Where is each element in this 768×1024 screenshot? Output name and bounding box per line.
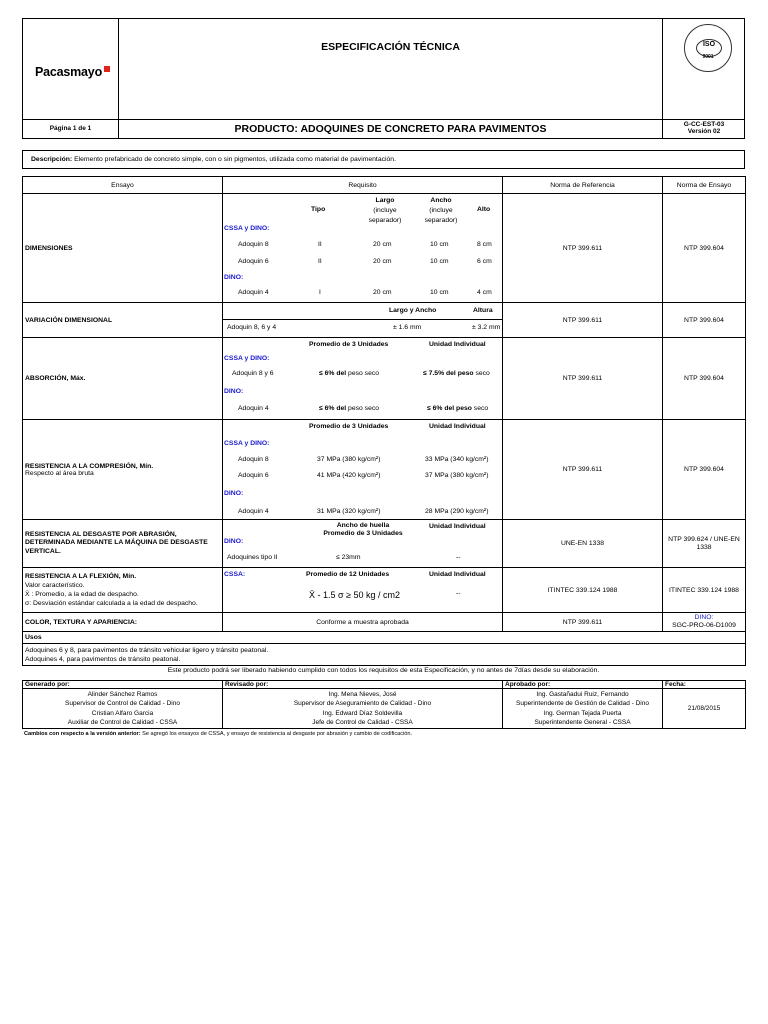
table-row [23, 568, 746, 613]
item-name: Adoquin 8 [238, 241, 269, 248]
company-logo: Pacasmayo [35, 65, 110, 79]
item-ancho: 10 cm [430, 289, 449, 296]
norma-ensayo: NTP 399.604 [663, 303, 746, 338]
col-largo-title: Largo [375, 197, 395, 204]
col-ancho-sub: separador) [424, 217, 458, 224]
signer-role: Supervisor de Aseguramiento de Calidad - Dino [293, 700, 432, 707]
group-label: DINO: [224, 490, 244, 497]
signer-name: Ing. Gastañadui Ruiz, Fernando [536, 690, 629, 698]
item-ancho: 10 cm [430, 258, 449, 265]
aprobado-label: Aprobado por: [503, 681, 663, 689]
norma-ensayo: NTP 399.604 [663, 194, 746, 303]
item-name: Adoquines tipo II [227, 554, 278, 561]
col-title: Ancho de huella [336, 522, 390, 529]
usos-line: Adoquines 6 y 8, para pavimentos de tránsito vehicular ligero y tránsito peatonal. [25, 646, 269, 654]
release-note: Este producto podrá ser liberado habiendo cumplido con todos los requisitos de esta Especificación, y no antes de 7días desde su elaboración. [167, 667, 600, 674]
col-ancho-huella [293, 522, 433, 538]
col-promedio: Promedio de 3 Unidades [309, 423, 389, 430]
signer-name: Ing. Mena Nieves, José [328, 690, 397, 698]
norma-ensayo: NTP 399.604 [663, 420, 746, 520]
generado-names [23, 689, 223, 729]
item-value: 41 MPa (420 kg/cm²) [317, 472, 381, 479]
signer-role: Auxiliar de Control de Calidad - CSSA [67, 719, 178, 726]
item-alto: 4 cm [477, 289, 492, 296]
value-bold: ≤ 6% del peso [427, 405, 472, 412]
revisado-label: Revisado por: [223, 681, 503, 689]
value-rest: peso seco [346, 370, 380, 377]
norma-referencia: NTP 399.611 [503, 613, 663, 632]
requisito-absorcion [223, 338, 503, 420]
norma-ensayo: NTP 399.624 / UNE-EN 1338 [663, 520, 746, 568]
signature-table [22, 680, 746, 729]
header-ensayo: Ensayo [23, 177, 223, 194]
col-largo-sub: (incluye [373, 207, 397, 214]
table-row [23, 194, 746, 303]
signer-role: Supervisor de Control de Calidad - Dino [65, 700, 180, 707]
item-value: -- [456, 554, 461, 561]
item-value: ≤ 23mm [336, 554, 361, 561]
col-ancho-sub: (incluye [429, 207, 453, 214]
signer-name: Ing. Edward Díaz Soldevilla [322, 709, 403, 717]
item-value: 28 MPa (290 kg/cm²) [425, 508, 489, 515]
requirements-table [22, 176, 746, 666]
item-name: Adoquin 6 [238, 258, 269, 265]
table-row [23, 303, 746, 338]
col-promedio: Promedio de 3 Unidades [309, 341, 389, 348]
ensayo-variacion: VARIACIÓN DIMENSIONAL [23, 303, 223, 338]
document-code [663, 121, 745, 135]
ensayo-color: COLOR, TEXTURA Y APARIENCIA: [23, 613, 223, 632]
item-largo: 20 cm [373, 289, 392, 296]
page-number: Página 1 de 1 [49, 125, 92, 132]
group-label: DINO: [224, 274, 244, 281]
item-value [427, 405, 488, 412]
col-promedio: Promedio de 12 Unidades [306, 571, 390, 578]
item-tipo: II [318, 258, 322, 265]
requisito-flexion [223, 568, 503, 613]
col-individual: Unidad Individual [429, 341, 486, 348]
col-individual: Unidad Individual [429, 523, 486, 530]
signer-name: Ing. German Tejada Puerta [543, 709, 622, 717]
value-bold: ≤ 7.5% del peso [423, 370, 474, 377]
group-label: CSSA y DINO: [224, 355, 270, 362]
col-largo [361, 196, 409, 226]
requisito-color: Conforme a muestra aprobada [223, 613, 503, 632]
ensayo-desgaste: RESISTENCIA AL DESGASTE POR ABRASIÓN, DETERMINADA MEDIANTE LA MÁQUINA DE DESGASTE VERTICAL. [23, 520, 223, 568]
iso-label: ISO [696, 39, 722, 57]
ensayo-absorcion: ABSORCIÓN, Máx. [23, 338, 223, 420]
header-divider [118, 19, 119, 138]
revisado-names [223, 689, 503, 729]
requisito-desgaste [223, 520, 503, 568]
table-row [23, 420, 746, 520]
table-row [23, 520, 746, 568]
item-value [423, 370, 490, 377]
header-norma-ensayo: Norma de Ensayo [663, 177, 746, 194]
usos-text [23, 644, 746, 666]
item-tipo: I [319, 289, 321, 296]
ensayo-subtitle: Respecto al área bruta [25, 469, 94, 477]
product-title: PRODUCTO: ADOQUINES DE CONCRETO PARA PAVIMENTOS [234, 123, 547, 135]
version-text: Versión 02 [687, 128, 721, 135]
item-largo: 20 cm [373, 258, 392, 265]
generado-label: Generado por: [23, 681, 223, 689]
value-bold: ≤ 6% del [319, 370, 347, 377]
item-value [319, 370, 379, 377]
norma-code: SGC-PRO-06-D1009 [672, 622, 736, 629]
item-value: -- [456, 590, 461, 597]
item-name: Adoquin 8 [238, 456, 269, 463]
value-bold: ≤ 6% del [319, 405, 347, 412]
usos-label: Usos [23, 632, 746, 644]
norma-referencia: NTP 399.611 [503, 420, 663, 520]
fecha-label: Fecha: [663, 681, 746, 689]
item-value: 37 MPa (380 kg/cm²) [317, 456, 381, 463]
table-row [23, 644, 746, 666]
norma-referencia: NTP 399.611 [503, 338, 663, 420]
signer-role: Superintendente de Gestión de Calidad - Dino [516, 700, 649, 707]
ensayo-flexion [23, 568, 223, 613]
col-alto: Alto [477, 206, 491, 213]
item-name: Adoquin 6 [238, 472, 269, 479]
value-rest: seco [473, 370, 490, 377]
signer-name: Alinder Sánchez Ramos [87, 690, 158, 698]
changes-label: Cambios con respecto a la versión anterior: [24, 731, 141, 737]
table-row [23, 338, 746, 420]
changes-note [24, 731, 412, 737]
item-value: 31 MPa (320 kg/cm²) [317, 508, 381, 515]
description-box [22, 150, 745, 169]
table-row [23, 632, 746, 644]
col-ancho-title: Ancho [430, 197, 452, 204]
col-ancho [417, 196, 465, 226]
col-altura: Altura [473, 307, 493, 314]
signer-role: Jefe de Control de Calidad - CSSA [312, 719, 413, 726]
item-value: 37 MPa (380 kg/cm²) [425, 472, 489, 479]
requisito-dimensiones [223, 194, 503, 303]
item-alto: 6 cm [477, 258, 492, 265]
requisito-compresion [223, 420, 503, 520]
norma-referencia: ITINTEC 339.124 1988 [503, 568, 663, 613]
item-ancho: 10 cm [430, 241, 449, 248]
col-title: Promedio de 3 Unidades [323, 530, 403, 537]
group-label: CSSA y DINO: [224, 225, 270, 232]
description-label: Descripción: [31, 156, 73, 163]
item-value: ± 3.2 mm [472, 324, 501, 331]
ensayo-subtitle: X̄ : Promedio, a la edad de despacho. [25, 591, 139, 598]
norma-referencia: UNE-EN 1338 [503, 520, 663, 568]
header-requisito: Requisito [223, 177, 503, 194]
item-name: Adoquin 8 y 6 [232, 370, 274, 377]
item-name: Adoquin 4 [238, 289, 269, 296]
ensayo-compresion [23, 420, 223, 520]
table-header-row [23, 177, 746, 194]
group-label: CSSA: [224, 571, 246, 578]
norma-ensayo: NTP 399.604 [663, 338, 746, 420]
item-value: 33 MPa (340 kg/cm²) [425, 456, 489, 463]
iso-number: 9001 [702, 54, 714, 60]
item-tipo: II [318, 241, 322, 248]
norma-ensayo [663, 613, 746, 632]
signer-role: Superintendente General - CSSA [534, 719, 631, 726]
table-row [23, 613, 746, 632]
norma-referencia: NTP 399.611 [503, 303, 663, 338]
fecha-value: 21/08/2015 [663, 689, 746, 729]
value-rest: seco [471, 405, 489, 412]
ensayo-title: RESISTENCIA A LA COMPRESIÓN, Mín. [25, 462, 154, 470]
ensayo-dimensiones: DIMENSIONES [23, 194, 223, 303]
norma-referencia: NTP 399.611 [503, 194, 663, 303]
aprobado-names [503, 689, 663, 729]
description-text: Elemento prefabricado de concreto simple, con o sin pigmentos, utilizada como material de pavimentación. [74, 156, 396, 163]
value-rest: peso seco [346, 405, 380, 412]
col-largo-sub: separador) [368, 217, 402, 224]
col-tipo: Tipo [311, 206, 326, 213]
group-label: DINO: [224, 388, 244, 395]
footer-signature-row [23, 689, 746, 729]
group-label: CSSA y DINO: [224, 440, 270, 447]
col-largo-ancho: Largo y Ancho [389, 307, 437, 314]
col-individual: Unidad Individual [429, 423, 486, 430]
changes-text: Se agregó los ensayos de CSSA, y ensayo de resistencia al desgaste por abrasión y cambio de codificación. [142, 731, 413, 737]
usos-line: Adoquines 4, para pavimentos de tránsito peatonal. [25, 655, 181, 663]
ensayo-subtitle: Valor característico. [25, 582, 85, 589]
item-value: ± 1.6 mm [393, 324, 422, 331]
item-value: X̄ - 1.5 σ ≥ 50 kg / cm2 [309, 590, 401, 600]
iso-certification-seal [684, 24, 732, 72]
item-name: Adoquin 8, 6 y 4 [227, 324, 277, 331]
ensayo-subtitle: σ: Desviación estándar calculada a la edad de despacho. [25, 600, 198, 607]
norma-ensayo: ITINTEC 339.124 1988 [663, 568, 746, 613]
document-title: ESPECIFICACIÓN TÉCNICA [321, 41, 460, 53]
requisito-variacion [223, 303, 503, 338]
item-name: Adoquin 4 [238, 508, 269, 515]
item-alto: 8 cm [477, 241, 492, 248]
header-divider [23, 119, 744, 120]
document-header [22, 18, 745, 139]
ensayo-title: RESISTENCIA A LA FLEXIÓN, Mín. [25, 573, 137, 580]
norma-group: DINO: [694, 614, 714, 621]
item-value [319, 405, 379, 412]
item-name: Adoquin 4 [238, 405, 269, 412]
footer-header-row [23, 681, 746, 689]
group-label: DINO: [224, 538, 244, 545]
code-text: G-CC-EST-03 [683, 121, 725, 128]
sub-divider [223, 319, 502, 320]
signer-name: Cristian Alfaro Garcia [91, 709, 154, 717]
item-largo: 20 cm [373, 241, 392, 248]
header-norma-referencia: Norma de Referencia [503, 177, 663, 194]
col-individual: Unidad Individual [429, 571, 486, 578]
